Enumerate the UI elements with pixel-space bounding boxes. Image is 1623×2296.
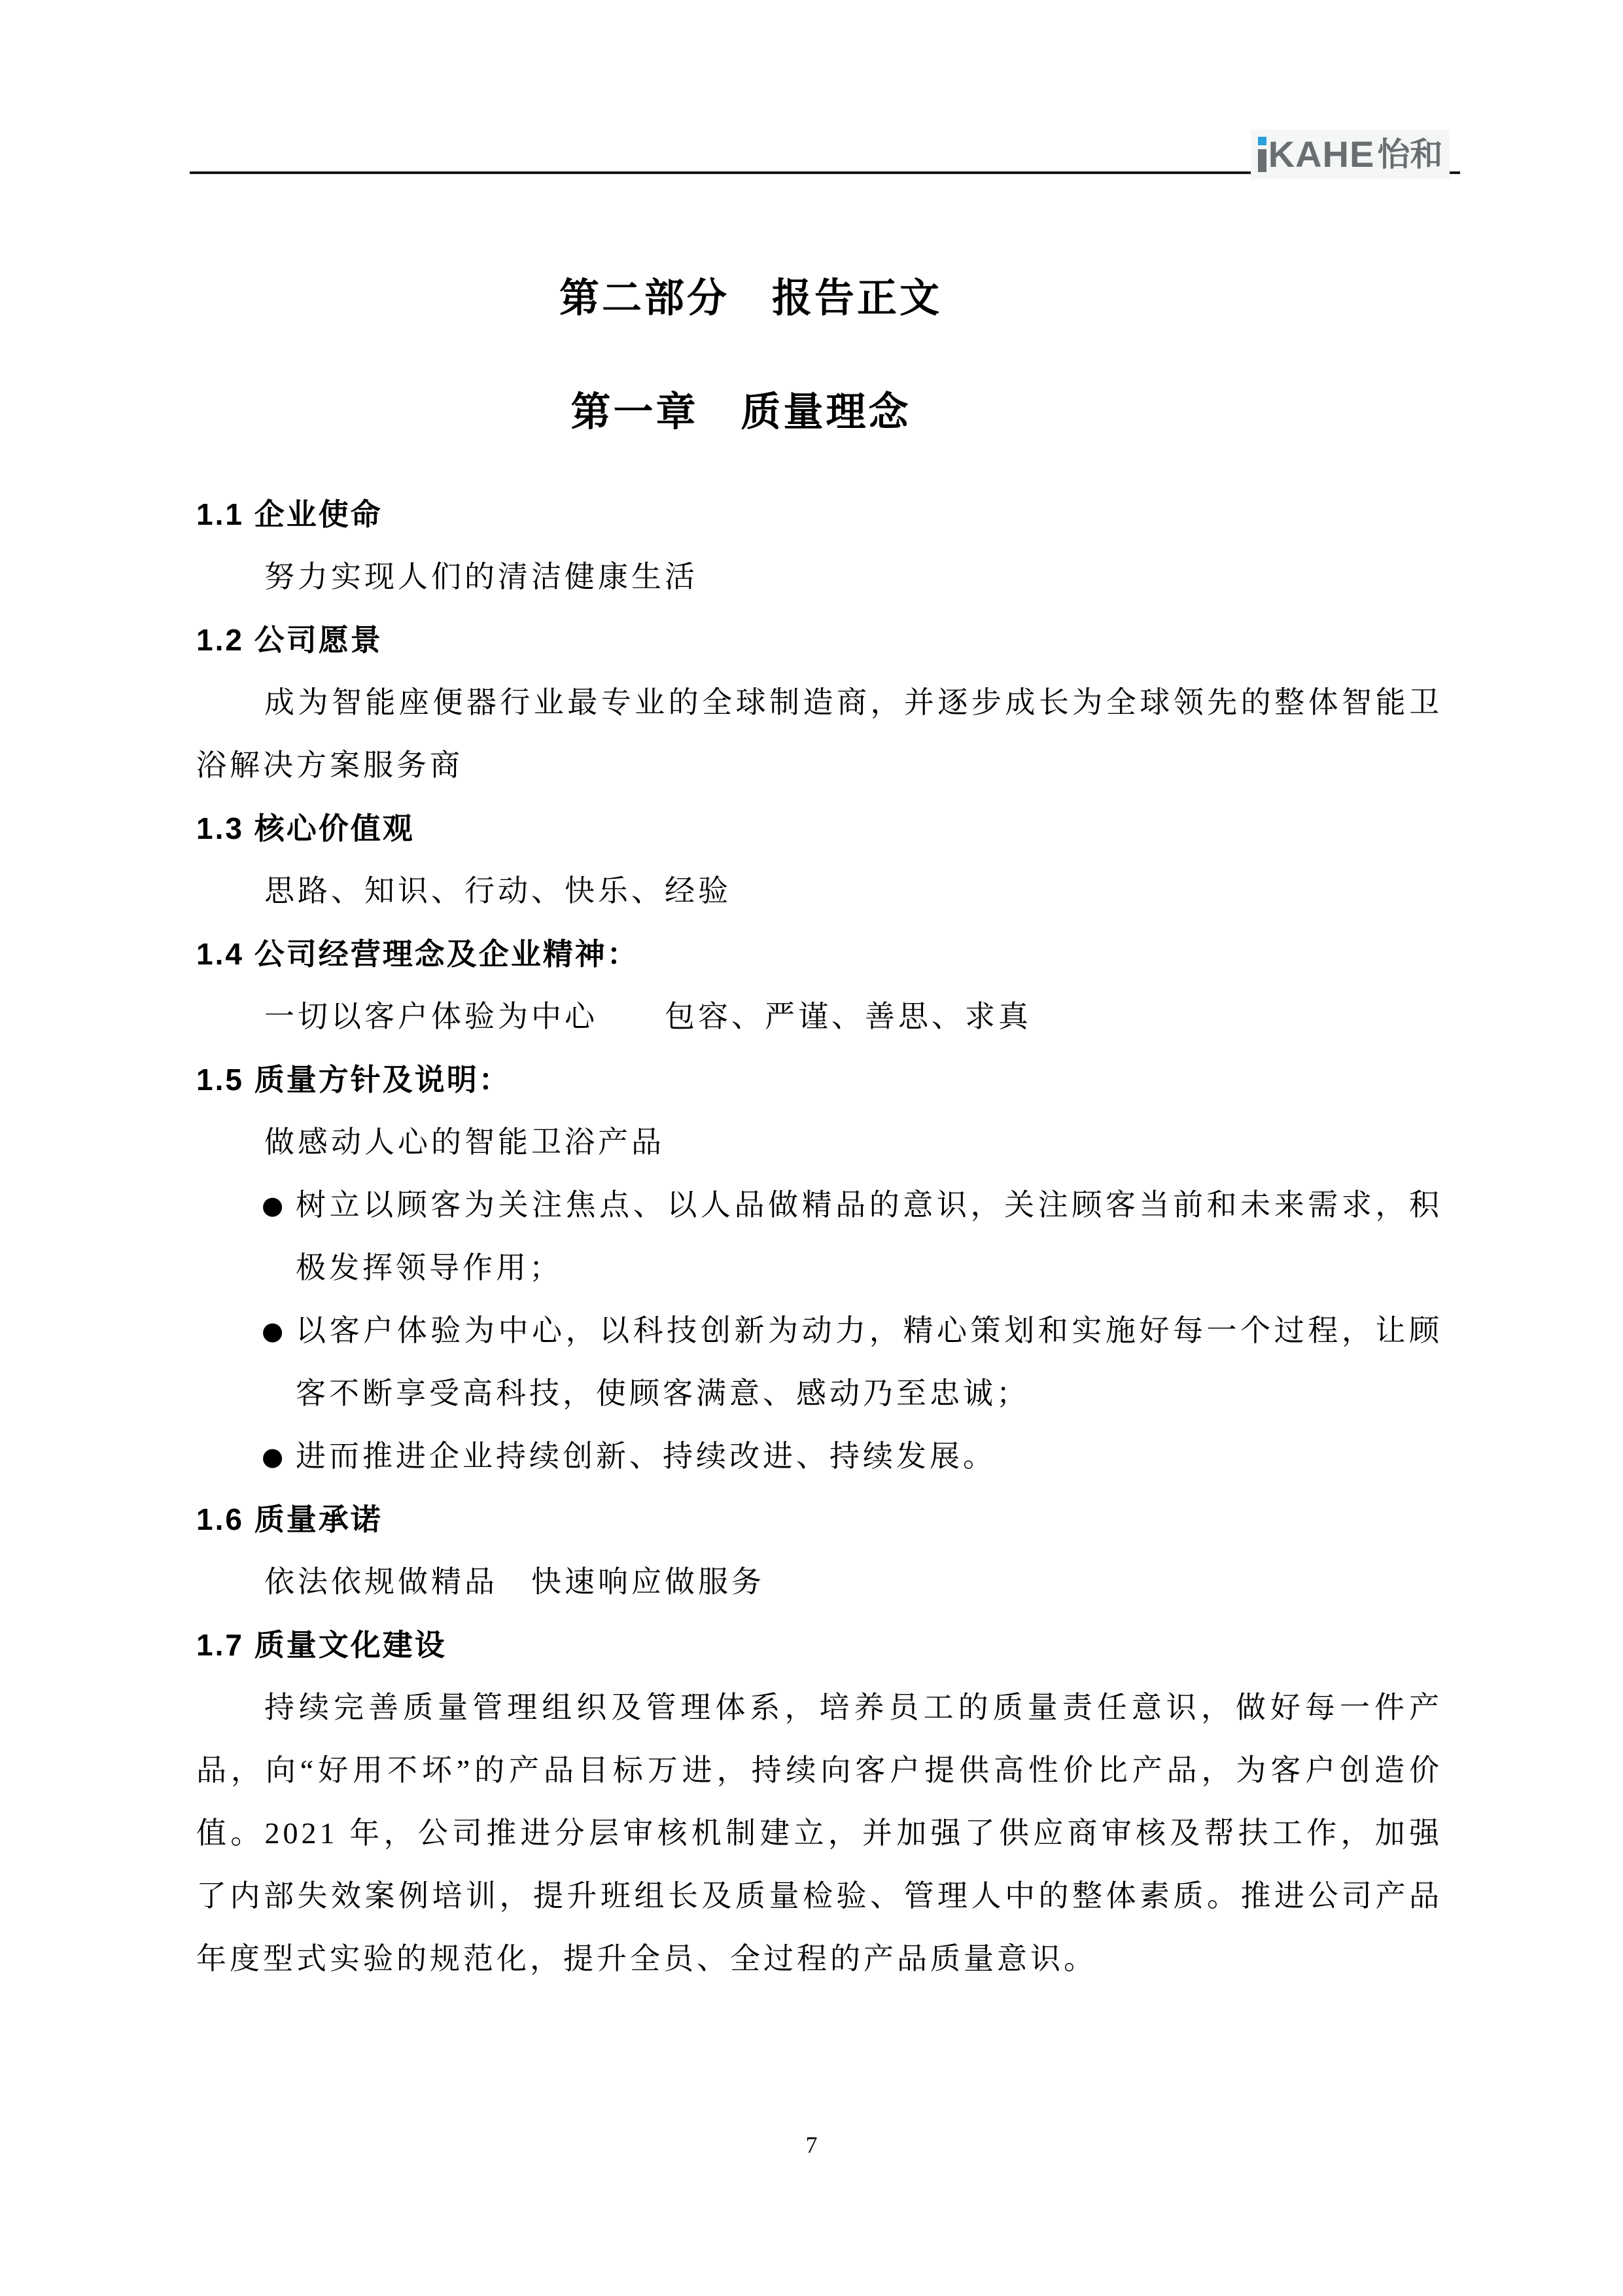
logo-i-stem (1258, 149, 1266, 172)
page-number: 7 (805, 2132, 818, 2158)
bullet-item (262, 1425, 1442, 1488)
sections (196, 483, 1442, 1990)
section-1-2 (196, 609, 1442, 797)
bullet-icon: ● (262, 1316, 284, 1345)
bullet-item (262, 1174, 1442, 1299)
section-1-4-heading: 1.4 公司经营理念及企业精神： (196, 937, 639, 971)
bullet-item-text: 进而推进企业持续创新、持续改进、持续发展。 (296, 1439, 996, 1473)
logo-i-dot-icon (1258, 137, 1266, 145)
section-1-4 (196, 923, 1442, 1048)
section-1-1-heading: 1.1 企业使命 (196, 497, 383, 531)
logo-latin-text: KAHE (1268, 133, 1375, 175)
document-body (196, 255, 1442, 1990)
section-1-5-heading: 1.5 质量方针及说明： (196, 1063, 511, 1097)
section-1-3-paragraph: 思路、知识、行动、快乐、经验 (264, 874, 731, 908)
chapter-title: 第一章 质量理念 (570, 389, 911, 434)
section-1-5 (196, 1048, 1442, 1488)
section-1-3-heading: 1.3 核心价值观 (196, 811, 415, 845)
bullet-item-text: 以客户体验为中心，以科技创新为动力，精心策划和实施好每一个过程，让顾客不断享受高科技，使顾客满意、感动乃至忠诚； (296, 1314, 1442, 1410)
section-1-2-paragraph: 成为智能座便器行业最专业的全球制造商，并逐步成长为全球领先的整体智能卫浴解决方案服务商 (196, 686, 1442, 782)
section-1-7-heading: 1.7 质量文化建设 (196, 1628, 447, 1662)
section-1-3 (196, 797, 1442, 923)
section-1-6 (196, 1488, 1442, 1614)
section-1-2-heading: 1.2 公司愿景 (196, 623, 383, 657)
company-logo (1251, 130, 1450, 179)
part-title: 第二部分 报告正文 (559, 275, 942, 320)
bullet-item (262, 1299, 1442, 1425)
bullet-item-text: 树立以顾客为关注焦点、以人品做精品的意识，关注顾客当前和未来需求，积极发挥领导作用； (296, 1188, 1442, 1284)
bullet-icon: ● (262, 1191, 284, 1220)
section-1-5-paragraph: 做感动人心的智能卫浴产品 (264, 1125, 665, 1159)
logo-letter-i (1258, 137, 1266, 172)
section-1-7-paragraph: 持续完善质量管理组织及管理体系，培养员工的质量责任意识，做好每一件产品，向“好用不坏”的产品目标万进，持续向客户提供高性价比产品，为客户创造价值。2021 年，公司推进分层审核机制建立，并加强了供应商审核及帮扶工作，加强了内部失效案例培训，提升班组长及质量检验、管理人中的整体素质。推进公司产品年度型式实验的规范化，提升全员、全过程的产品质量意识。 (196, 1691, 1442, 1975)
section-1-1-paragraph: 努力实现人们的清洁健康生活 (264, 560, 698, 593)
section-1-4-paragraph: 一切以客户体验为中心 包容、严谨、善思、求真 (264, 1000, 1032, 1033)
section-1-7 (196, 1614, 1442, 1990)
quality-policy-bullet-list (196, 1174, 1442, 1488)
section-1-6-heading: 1.6 质量承诺 (196, 1502, 383, 1536)
bullet-icon: ● (262, 1442, 284, 1471)
section-1-6-paragraph: 依法依规做精品 快速响应做服务 (264, 1565, 765, 1598)
logo-cjk-text: 怡和 (1377, 136, 1443, 173)
section-1-1 (196, 483, 1442, 609)
